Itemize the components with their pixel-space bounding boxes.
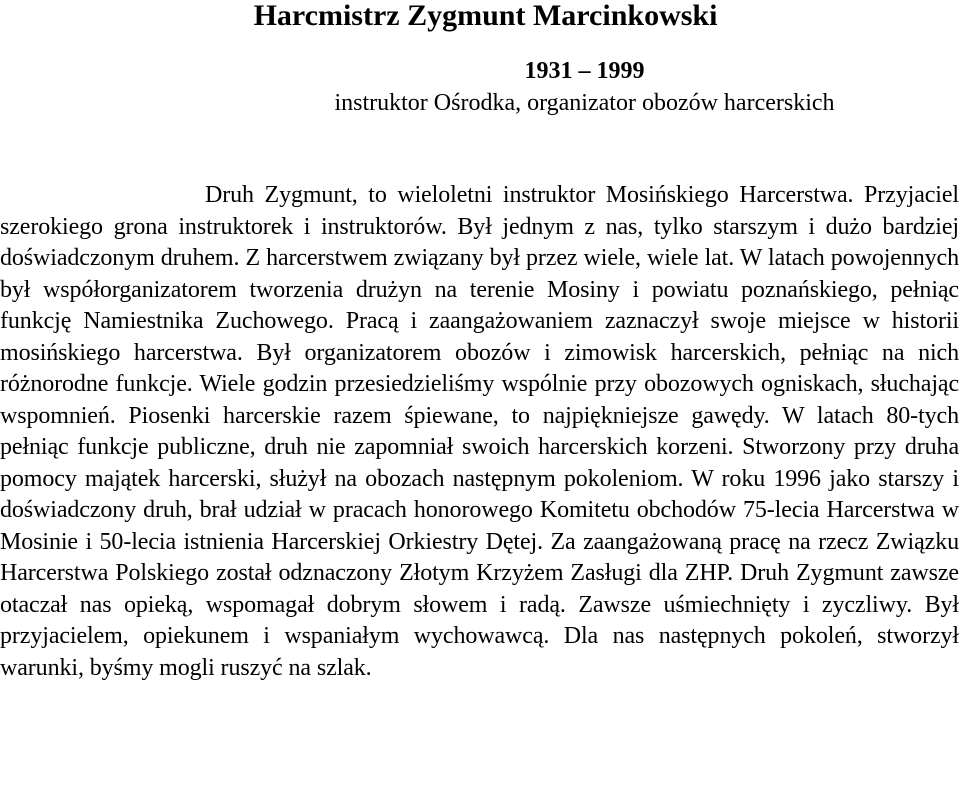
page-title: Harcmistrz Zygmunt Marcinkowski <box>253 0 718 32</box>
biography-paragraph: Druh Zygmunt, to wieloletni instruktor Mosińskiego Harcerstwa. Przyjaciel szerokiego grona instruktorek i instruktorów. Był jednym z nas, tylko starszym i dużo bardziej doświadczonym druhem. Z harcerstwem związany był przez wiele, wiele lat. W latach powojennych był współorganizatorem tworzenia drużyn na terenie Mosiny i powiatu poznańskiego, pełniąc funkcję Namiestnika Zuchowego. Pracą i zaangażowaniem zaznaczył swoje miejsce w historii mosińskiego harcerstwa. Był organizatorem obozów i zimowisk harcerskich, pełniąc na nich różnorodne funkcje. Wiele godzin przesiedzieliśmy wspólnie przy obozowych ogniskach, słuchając wspomnień. Piosenki harcerskie razem śpiewane, to najpiękniejsze gawędy. W latach 80-tych pełniąc funkcje publiczne, druh nie zapomniał swoich harcerskich korzeni. Stworzony przy druha pomocy majątek harcerski, służył na obozach następnym pokoleniom. W roku 1996 jako starszy i doświadczony druh, brał udział w pracach honorowego Komitetu obchodów 75-lecia Harcerstwa w Mosinie i 50-lecia istnienia Harcerskiej Orkiestry Dętej. Za zaangażowaną pracę na rzecz Związku Harcerstwa Polskiego został odznaczony Złotym Krzyżem Zasługi dla ZHP. Druh Zygmunt zawsze otaczał nas opieką, wspomagał dobrym słowem i radą. Zawsze uśmiechnięty i zyczliwy. Był przyjacielem, opiekunem i wspaniałym wychowawcą. Dla nas następnych pokoleń, stworzył warunki, byśmy mogli ruszyć na szlak. <box>0 182 959 681</box>
role-subtitle: instruktor Ośrodka, organizator obozów harcerskich <box>334 90 835 116</box>
life-years: 1931 – 1999 <box>524 58 645 84</box>
